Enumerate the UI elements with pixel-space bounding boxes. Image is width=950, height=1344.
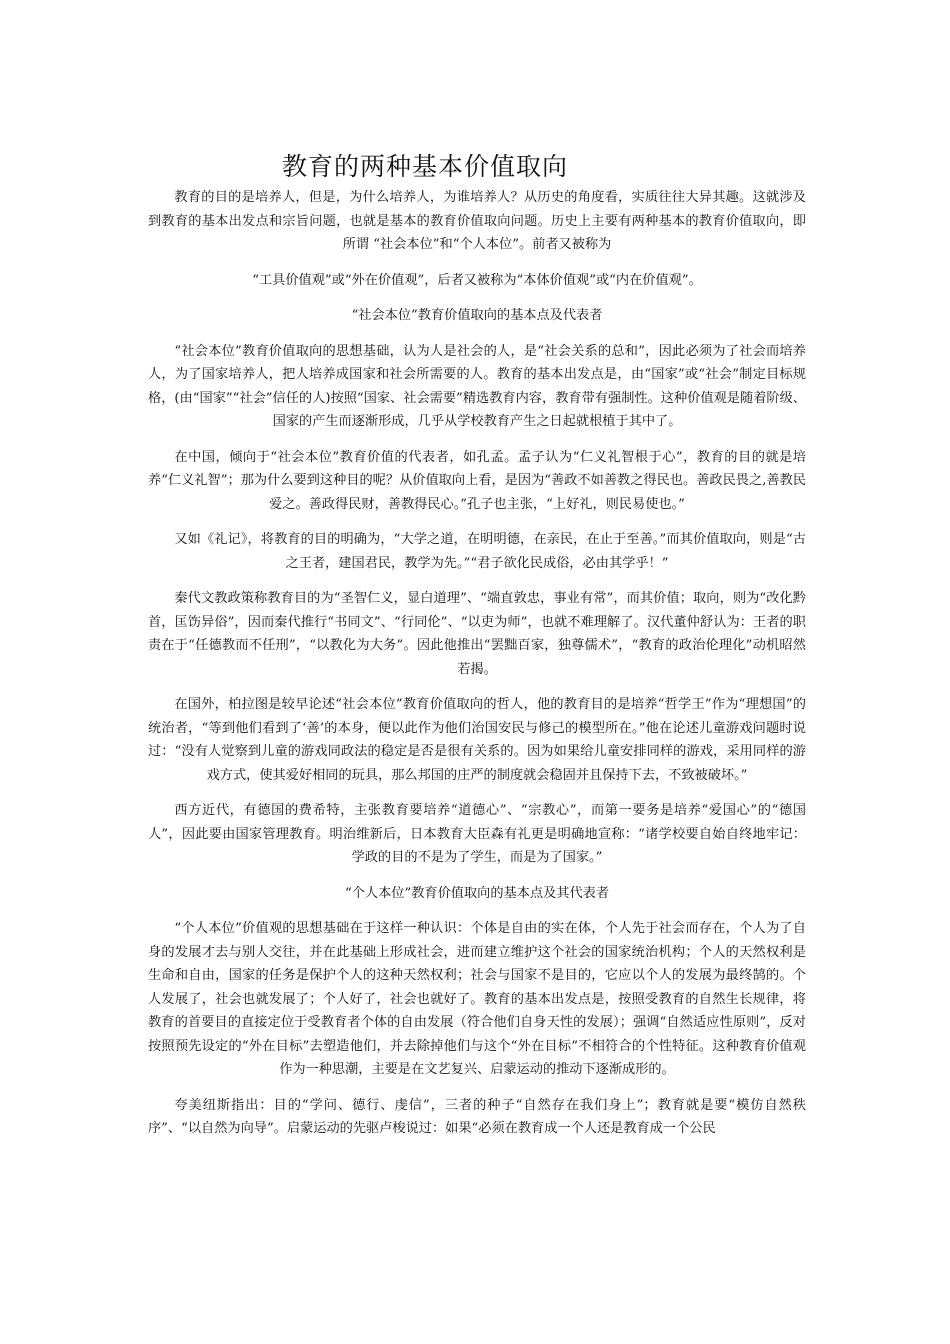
paragraph-qin-han: 秦代文教政策称教育目的为“圣智仁义，显白道理”、“端直敦忠，事业有常”，而其价值；取向，则为“改化黔首，匡饬异俗”，因而秦代推行“书同文”、“行同伦”、“以吏为师”，也就不难理解了。汉代董仲舒认为：王者的职责在于“任德教而不任刑”，“以教化为大务”。因此他推出“罢黜百家，独尊儒术”，“教育的政治伦理化”动机昭然若揭。: [148, 591, 806, 677]
paragraph-intro: 教育的目的是培养人，但是，为什么培养人，为谁培养人？从历史的角度看，实质往往大异其趣。这就涉及到教育的基本出发点和宗旨问题，也就是基本的教育价值取向问题。历史上主要有两种基本的教育价值取向，即所谓 “社会本位”和“个人本位”。前者又被称为: [148, 190, 806, 252]
paragraph-individual-foundation: “个人本位”价值观的思想基础在于这样一种认识：个体是自由的实在体，个人先于社会而存在，个人为了自身的发展才去与别人交往，并在此基础上形成社会，进而建立维护这个社会的国家统治机构；个人的天然权利是生命和自由，国家的任务是保护个人的这种天然权利；社会与国家不是目的，它应以个人的发展为最终鹄的。个人发展了，社会也就发展了；个人好了，社会也就好了。教育的基本出发点是，按照受教育的自然生长规律，将教育的首要目的直接定位于受教育者个体的自由发展（符合他们自身天性的发展）；强调“自然适应性原则”，反对按照预先设定的“外在目标”去塑造他们，并去除掉他们与这个“外在目标”不相符合的个性特征。这种教育价值观作为一种思潮，主要是在文艺复兴、启蒙运动的推动下逐渐成形的。: [148, 921, 806, 1077]
paragraph-liji: 又如《礼记》，将教育的目的明确为，“大学之道，在明明德，在亲民，在止于至善。”而其价值取向，则是“古之王者，建国君民，教学为先。”“君子欲化民成俗，必由其学乎！”: [174, 532, 806, 571]
document-title: 教育的两种基本价值取向: [281, 151, 568, 181]
paragraph-plato: 在国外，柏拉图是较早论述“社会本位”教育价值取向的哲人，他的教育目的是培养“哲学王”作为“理想国”的统治者，“等到他们看到了‘善’的本身，便以此作为他们治国安民与修己的模型所在。”他在论述儿童游戏问题时说过：“没有人觉察到儿童的游戏同政法的稳定是否是很有关系的。因为如果给儿童安排同样的游戏，采用同样的游戏方式，使其爱好相同的玩具，那么邦国的庄严的制度就会稳固并且保持下去，不致被破坏。”: [148, 697, 806, 783]
paragraph-modern-west: 西方近代，有德国的费希特，主张教育要培养“道德心”、“宗教心”，而第一要务是培养“爱国心”的“德国人”，因此要由国家管理教育。明治维新后，日本教育大臣森有礼更是明确地宣称：“诸学校要自始自终地牢记：学政的目的不是为了学生，而是为了国家。”: [148, 803, 806, 865]
paragraph-comenius: 夸美纽斯指出：目的“学问、德行、虔信”，三者的种子“自然存在我们身上”；教育就是要“模仿自然秩序”、“以自然为向导”。启蒙运动的先驱卢梭说过：如果“必须在教育成一个人还是教育成一个公民: [148, 1097, 806, 1136]
paragraph-social-foundation: “社会本位”教育价值取向的思想基础，认为人是社会的人，是“社会关系的总和”，因此必须为了社会而培养人，为了国家培养人，把人培养成国家和社会所需要的人。教育的基本出发点是，由“国家”或“社会”制定目标规格，(由“国家”“社会”信任的人)按照“国家、社会需要”精选教育内容，教育带有强制性。这种价值观是随着阶级、国家的产生而逐渐形成，几乎从学校教育产生之日起就根植于其中了。: [148, 343, 806, 429]
document-body: [148, 186, 806, 1153]
section-heading-social: “社会本位”教育价值取向的基本点及代表者: [351, 308, 603, 323]
paragraph-intro-continued: “工具价值观”或“外在价值观”，后者又被称为“本体价值观”或“内在价值观”。: [252, 272, 702, 288]
section-heading-individual: “个人本位”教育价值取向的基本点及其代表者: [344, 885, 610, 901]
paragraph-china: 在中国，倾向于“社会本位”教育价值的代表者，如孔孟。孟子认为“仁义礼智根于心”，教育的目的就是培养“仁义礼智”；那为什么要到这种目的呢？从价值取向上看，是因为“善政不如善教之得民也。善政民畏之,善教民爱之。善政得民财，善教得民心。”孔子也主张，“上好礼，则民易使也。”: [148, 449, 806, 512]
